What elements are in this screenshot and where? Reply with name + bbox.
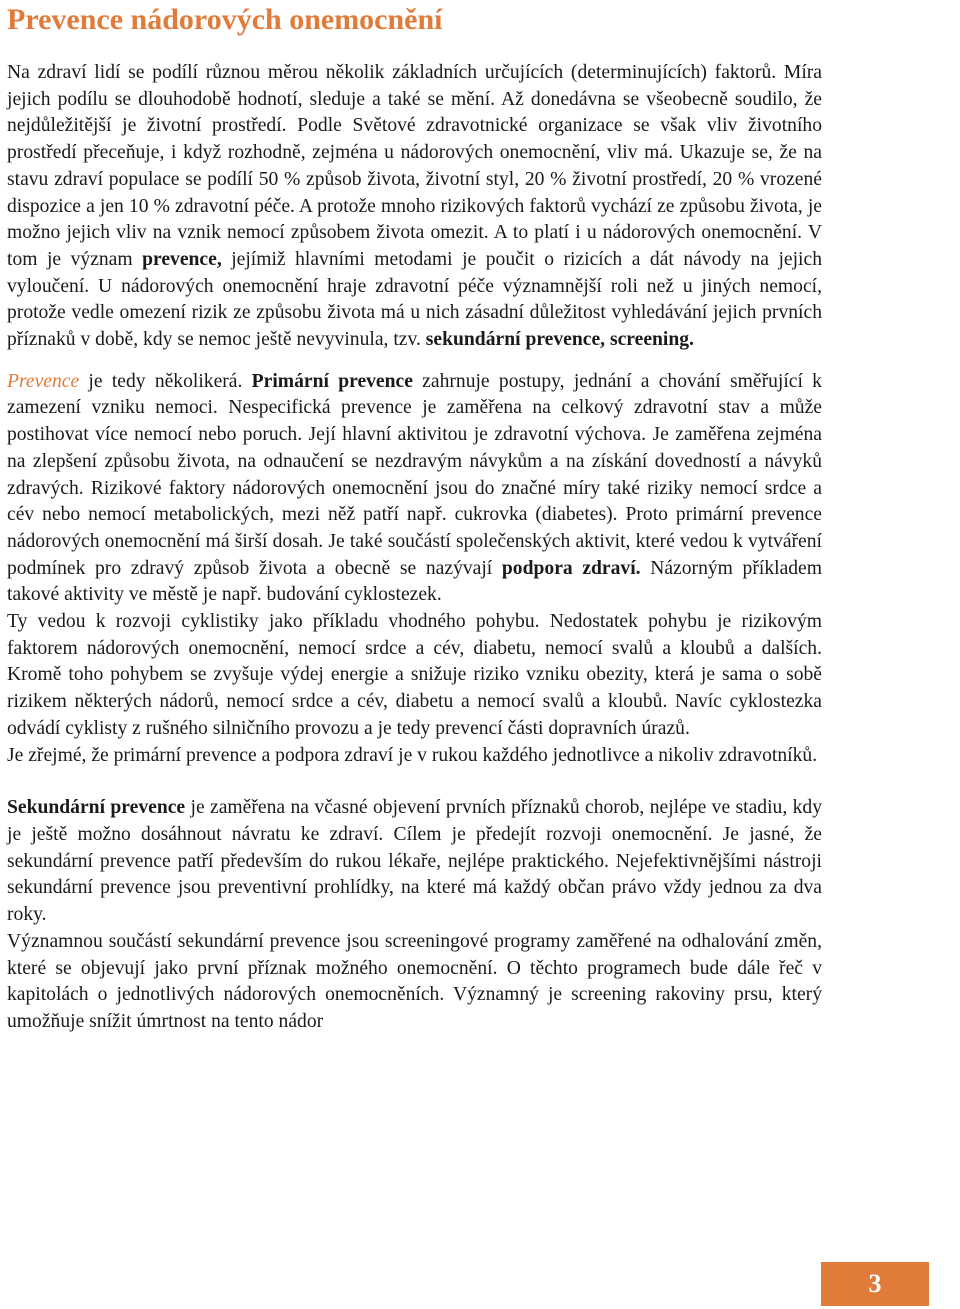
- text-run: je zaměřena na včasné objevení prvních příznaků chorob, nejlépe ve stadiu, kdy je ještě možno dosáhnout návratu ke zdraví. Cílem je předejít rozvoji onemocnění. Je jasné, že sekundární prevence patří především do rukou lékaře, nejlépe praktického. Nejefektivnějšími nástroji sekundární prevence jsou preventivní prohlídky, na které má každý občan právo vždy jednou za dva roky.: [7, 797, 822, 926]
- bold-term-secondary-prevention: sekundární prevence, screening.: [425, 329, 694, 351]
- bold-term-health-promotion: podpora zdraví.: [501, 557, 641, 579]
- paragraph-determinants: [7, 60, 822, 354]
- highlight-term-prevence: Prevence: [7, 370, 80, 392]
- paragraph-secondary-prevention: [7, 795, 822, 929]
- page-number-badge: 3: [821, 1262, 929, 1306]
- paragraph-primary-prevention: [7, 369, 822, 609]
- bold-term-secondary-prevention-heading: Sekundární prevence: [7, 797, 186, 819]
- paragraph-individual-responsibility: Je zřejmé, že primární prevence a podpora zdraví je v rukou každého jednotlivce a nikoliv zdravotníků.: [7, 744, 818, 766]
- article-body: [7, 60, 822, 1036]
- page-title: Prevence nádorových onemocnění: [7, 3, 443, 36]
- paragraph-screening: Významnou součástí sekundární prevence jsou screeningové programy zaměřené na odhalování změn, které se objevují jako první příznak možného onemocnění. O těchto programech bude dále řeč v kapitolách o jednotlivých nádorových onemocněních. Významný je screening rakoviny prsu, který umožňuje snížit úmrtnost na tento nádor: [7, 930, 822, 1032]
- text-run: Názorným příkladem takové aktivity ve městě je např. budování cyklostezek.: [7, 557, 822, 606]
- bold-term-prevence: prevence,: [142, 248, 222, 270]
- text-run: je tedy několikerá.: [79, 370, 252, 392]
- text-run: zahrnuje postupy, jednání a chování směřující k zamezení vzniku nemoci. Nespecifická prevence je zaměřena na celkový zdravotní stav a může postihovat více nemocí nebo poruch. Její hlavní aktivitou je zdravotní výchova. Je zaměřena zejména na zlepšení způsobu života, na odnaučení se nezdravým návykům a na získání dovedností a návyků zdravých. Rizikové faktory nádorových onemocnění jsou do značné míry také riziky nemocí srdce a cév nebo nemocí metabolických, mezi něž patří např. cukrovka (diabetes). Proto primární prevence nádorových onemocnění má širší dosah. Je také součástí společenských aktivit, které vedou k vytváření podmínek pro zdravý způsob života a obecně se nazývají: [7, 370, 822, 579]
- text-run: Na zdraví lidí se podílí různou měrou několik základních určujících (determinujících) faktorů. Míra jejich podílu se dlouhodobě hodnotí, sleduje a také se mění. Až donedávna se všeobecně soudilo, že nejdůležitější je životní prostředí. Podle Světové zdravotnické organizace se však vliv životního prostředí přeceňuje, i když rozhodně, zejména u nádorových onemocnění, vliv má. Ukazuje se, že na stavu zdraví populace se podílí 50 % způsob života, životní styl, 20 % životní prostředí, 20 % vrozené dispozice a jen 10 % zdravotní péče. A protože mnoho rizikových faktorů vychází ze způsobu života, je možno jejich vliv na vznik nemocí způsobem života omezit. A to platí i u nádorových onemocnění. V tom je význam: [7, 62, 822, 270]
- bold-term-primary-prevention: Primární prevence: [251, 370, 413, 392]
- text-run: jejímiž hlavními metodami je poučit o rizicích a dát návody na jejich vyloučení. U nádorových onemocnění hraje zdravotní péče významnější roli než u jiných nemocí, protože vedle omezení rizik ze způsobu života má u nich zásadní důležitost vyhledávání jejich prvních příznaků v době, kdy se nemoc ještě nevyvinula, tzv.: [7, 248, 822, 351]
- paragraph-cycling: Ty vedou k rozvoji cyklistiky jako příkladu vhodného pohybu. Nedostatek pohybu je rizikovým faktorem nádorových onemocnění, nemocí srdce a cév, diabetu, nemocí svalů a kloubů a dalších. Kromě toho pohybem se zvyšuje výdej energie a snižuje riziko vzniku obezity, která je sama o sobě rizikem některých nádorů, nemocí srdce a cév, diabetu a nemocí svalů a kloubů. Navíc cyklostezka odvádí cyklisty z rušného silničního provozu a je tedy prevencí části dopravních úrazů.: [7, 611, 822, 739]
